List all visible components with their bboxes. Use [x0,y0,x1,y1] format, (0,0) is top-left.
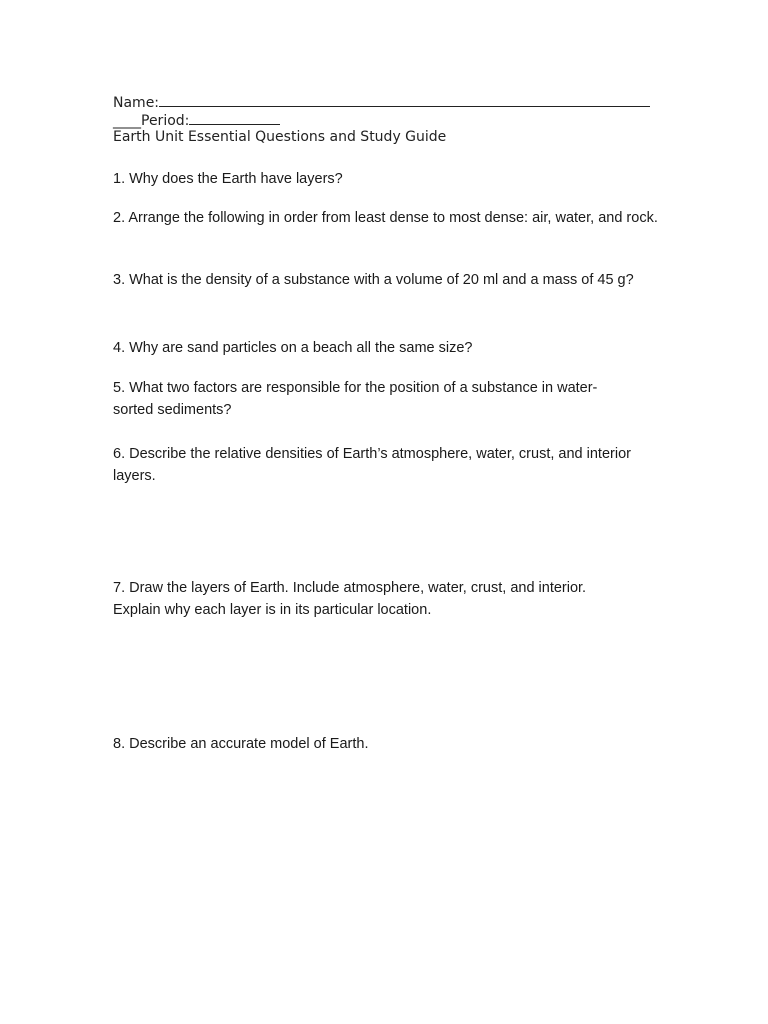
question-8: 8. Describe an accurate model of Earth. [113,736,369,752]
period-prefix-blank: ____ [113,113,141,129]
question-5: 5. What two factors are responsible for the position of a substance in water-sorted sediments? [113,380,598,418]
period-label: Period: [141,113,190,129]
name-label: Name: [113,95,160,111]
question-7: 7. Draw the layers of Earth. Include atmosphere, water, crust, and interior. Explain why each layer is in its particular location. [113,580,587,618]
question-3: 3. What is the density of a substance with a volume of 20 ml and a mass of 45 g? [113,272,634,288]
period-row [113,111,280,130]
question-6: 6. Describe the relative densities of Earth’s atmosphere, water, crust, and interior layers. [113,446,631,484]
name-blank-line [159,93,650,107]
question-2: 2. Arrange the following in order from least dense to most dense: air, water, and rock. [113,210,658,226]
question-1: 1. Why does the Earth have layers? [113,171,343,187]
name-row [113,93,650,112]
period-blank-line [189,111,280,125]
question-4: 4. Why are sand particles on a beach all the same size? [113,340,473,356]
page-title: Earth Unit Essential Questions and Study Guide [113,129,447,145]
